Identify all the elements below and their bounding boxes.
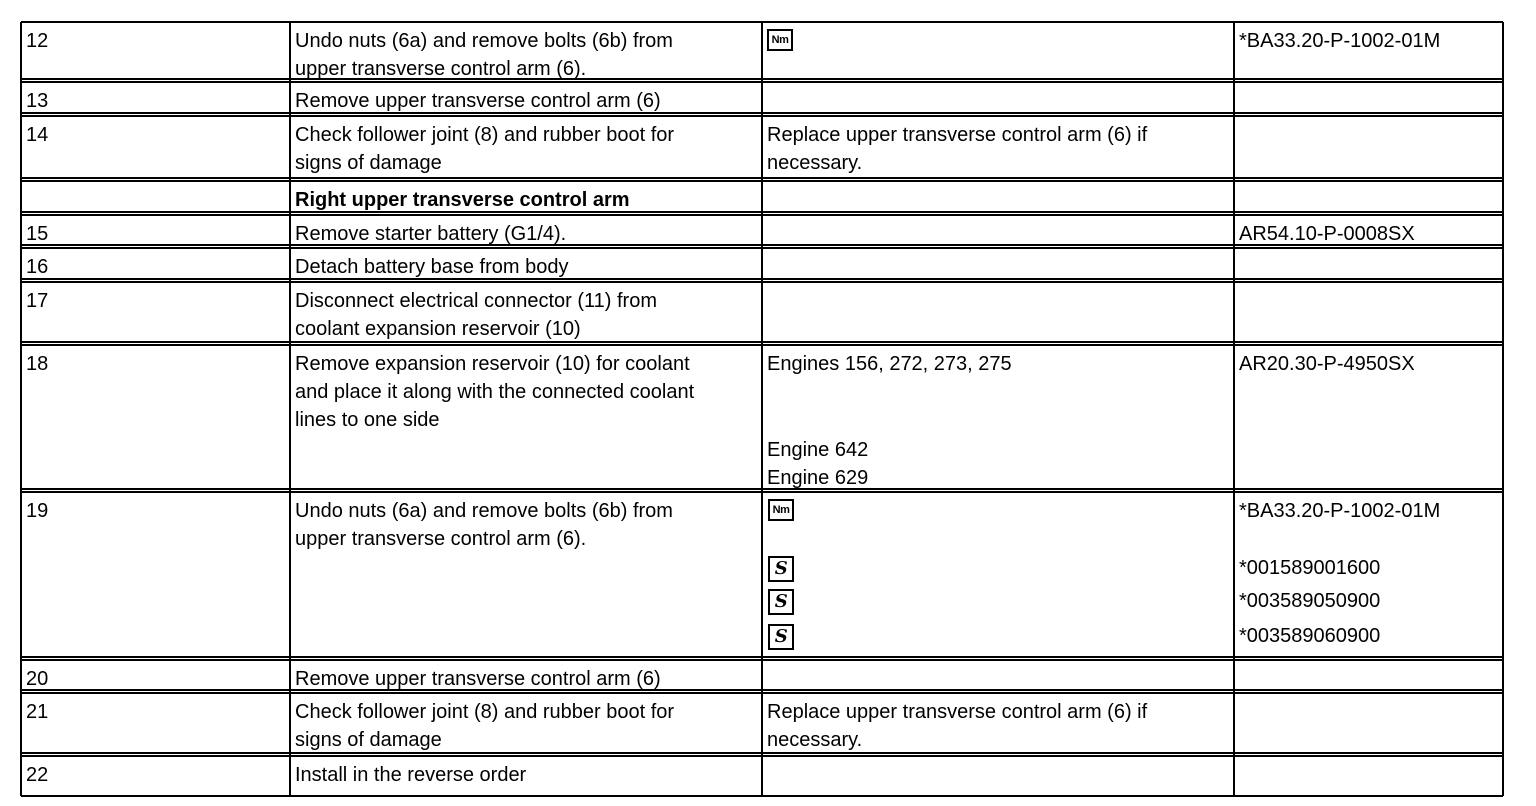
- step-number: 13: [26, 90, 49, 112]
- tool-icon: S: [768, 589, 794, 615]
- step-number-cell: [21, 217, 290, 246]
- step-number-cell: [21, 758, 290, 793]
- reference-cell: [1234, 217, 1503, 246]
- note-text: Engines 156, 272, 273, 275: [767, 353, 1012, 375]
- notes-cell: [762, 183, 1234, 213]
- notes-cell: [762, 662, 1234, 691]
- step-number: 15: [26, 223, 49, 245]
- action-cell: [290, 662, 762, 691]
- step-number: 20: [26, 668, 49, 690]
- step-number-cell: [21, 347, 290, 490]
- reference-cell: [1234, 24, 1503, 80]
- action-text: lines to one side: [295, 409, 440, 431]
- reference-cell: [1234, 250, 1503, 280]
- notes-cell: [762, 24, 1234, 80]
- action-cell: [290, 183, 762, 213]
- reference-cell: [1234, 662, 1503, 691]
- notes-cell: [762, 118, 1234, 179]
- notes-cell: [762, 758, 1234, 793]
- reference-cell: [1234, 758, 1503, 793]
- action-text: Remove starter battery (G1/4).: [295, 223, 567, 245]
- document-reference: *003589050900: [1239, 590, 1381, 612]
- step-number-cell: [21, 284, 290, 343]
- action-cell: [290, 758, 762, 793]
- step-number: 19: [26, 500, 49, 522]
- notes-cell: [762, 347, 1234, 490]
- action-text: coolant expansion reservoir (10): [295, 318, 581, 340]
- step-number-cell: [21, 183, 290, 213]
- notes-cell: [762, 250, 1234, 280]
- action-text: Remove upper transverse control arm (6): [295, 90, 661, 112]
- note-text: Replace upper transverse control arm (6) if: [767, 124, 1148, 146]
- torque-icon: Nm: [767, 29, 793, 51]
- notes-cell: [762, 695, 1234, 754]
- torque-icon: Nm: [768, 499, 794, 521]
- note-text: necessary.: [767, 729, 863, 751]
- step-number-cell: [21, 695, 290, 754]
- step-number-cell: [21, 118, 290, 179]
- action-text: Disconnect electrical connector (11) from: [295, 290, 657, 312]
- action-text: upper transverse control arm (6).: [295, 58, 587, 80]
- step-number: 21: [26, 701, 49, 723]
- action-text: signs of damage: [295, 152, 442, 174]
- action-cell: [290, 24, 762, 80]
- document-reference: AR54.10-P-0008SX: [1239, 223, 1415, 245]
- reference-cell: [1234, 494, 1503, 658]
- step-number: 14: [26, 124, 49, 146]
- action-cell: [290, 217, 762, 246]
- notes-cell: [762, 84, 1234, 114]
- action-text: Remove expansion reservoir (10) for coolant: [295, 353, 690, 375]
- action-text: Undo nuts (6a) and remove bolts (6b) from: [295, 500, 673, 522]
- step-number: 18: [26, 353, 49, 375]
- action-cell: [290, 347, 762, 490]
- step-number-cell: [21, 494, 290, 658]
- step-number: 22: [26, 764, 49, 786]
- reference-cell: [1234, 183, 1503, 213]
- action-cell: [290, 118, 762, 179]
- reference-cell: [1234, 347, 1503, 490]
- step-number-cell: [21, 250, 290, 280]
- action-cell: [290, 84, 762, 114]
- reference-cell: [1234, 284, 1503, 343]
- notes-cell: [762, 494, 1234, 658]
- document-reference: *001589001600: [1239, 557, 1381, 579]
- note-text: Engine 629: [767, 467, 869, 489]
- section-heading: Right upper transverse control arm: [295, 189, 630, 211]
- action-text: signs of damage: [295, 729, 442, 751]
- action-cell: [290, 284, 762, 343]
- reference-cell: [1234, 695, 1503, 754]
- step-number-cell: [21, 24, 290, 80]
- tool-icon: S: [768, 624, 794, 650]
- note-text: necessary.: [767, 152, 863, 174]
- step-number-cell: [21, 662, 290, 691]
- step-number-cell: [21, 84, 290, 114]
- action-text: Check follower joint (8) and rubber boot for: [295, 701, 675, 723]
- action-text: Undo nuts (6a) and remove bolts (6b) from: [295, 30, 673, 52]
- step-number: 12: [26, 30, 49, 52]
- document-reference: AR20.30-P-4950SX: [1239, 353, 1415, 375]
- notes-cell: [762, 217, 1234, 246]
- action-text: Check follower joint (8) and rubber boot for: [295, 124, 675, 146]
- document-reference: *BA33.20-P-1002-01M: [1239, 30, 1441, 52]
- action-text: Install in the reverse order: [295, 764, 527, 786]
- note-text: Replace upper transverse control arm (6) if: [767, 701, 1148, 723]
- notes-cell: [762, 284, 1234, 343]
- note-text: Engine 642: [767, 439, 869, 461]
- action-text: upper transverse control arm (6).: [295, 528, 587, 550]
- action-cell: [290, 250, 762, 280]
- action-cell: [290, 695, 762, 754]
- reference-cell: [1234, 84, 1503, 114]
- action-cell: [290, 494, 762, 658]
- reference-cell: [1234, 118, 1503, 179]
- step-number: 16: [26, 256, 49, 278]
- action-text: and place it along with the connected coolant: [295, 381, 695, 403]
- step-number: 17: [26, 290, 49, 312]
- tool-icon: S: [768, 556, 794, 582]
- document-reference: *003589060900: [1239, 625, 1381, 647]
- action-text: Remove upper transverse control arm (6): [295, 668, 661, 690]
- action-text: Detach battery base from body: [295, 256, 569, 278]
- document-reference: *BA33.20-P-1002-01M: [1239, 500, 1441, 522]
